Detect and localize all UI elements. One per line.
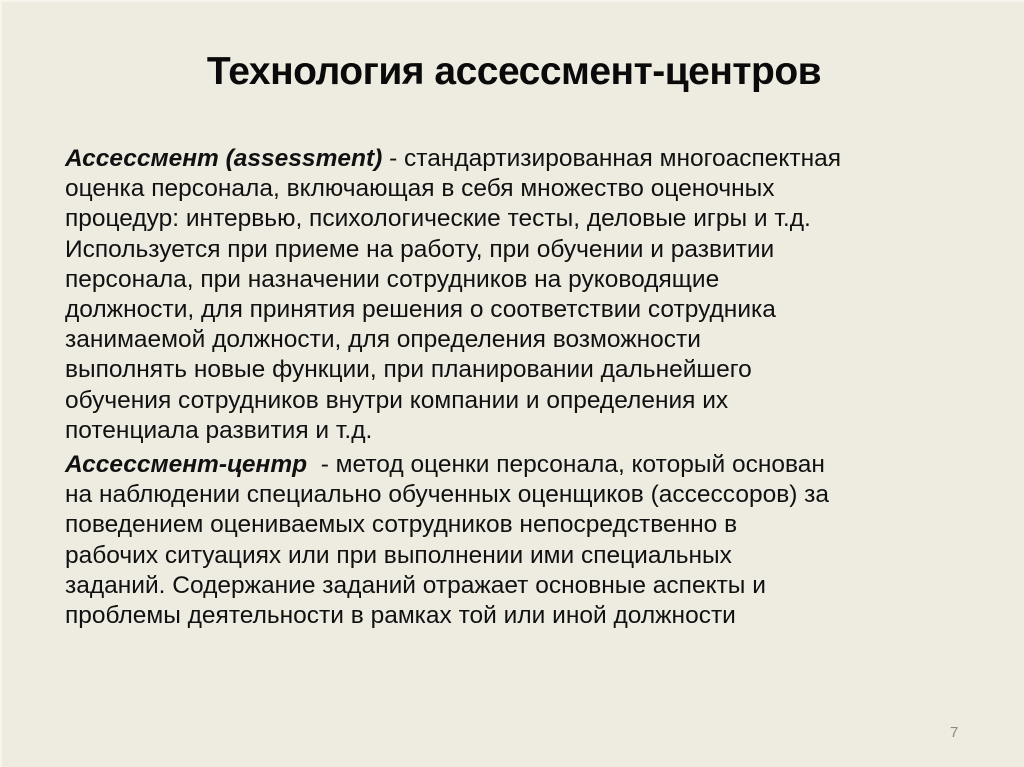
page-number: 7 xyxy=(950,724,959,741)
text-line: рабочих ситуациях или при выполнении ими специальных xyxy=(65,541,732,569)
text-line: Ассессмент (assessment) - стандартизированная многоаспектная xyxy=(65,145,842,172)
text-line: процедур: интервью, психологические тесты, деловые игры и т.д. xyxy=(65,205,811,233)
text-line: поведением оцениваемых сотрудников непосредственно в xyxy=(65,511,738,539)
text-line: Ассессмент-центр - метод оценки персонала, который основан xyxy=(65,451,825,479)
slide-title: Технология ассессмент-центров xyxy=(206,50,822,93)
text-line: Используется при приеме на работу, при обучении и развитии xyxy=(65,235,775,263)
text-line: оценка персонала, включающая в себя множество оценочных xyxy=(65,175,775,203)
term-assessment-center: Ассессмент-центр xyxy=(65,451,308,479)
text-line: должности, для принятия решения о соответствии сотрудника xyxy=(65,296,776,324)
text-line: на наблюдении специально обученных оценщиков (ассессоров) за xyxy=(65,481,830,509)
term-assessment: Ассессмент (assessment) xyxy=(65,145,383,172)
text-line: потенциала развития и т.д. xyxy=(65,416,373,444)
text-line: занимаемой должности, для определения возможности xyxy=(65,326,701,354)
text-line: проблемы деятельности в рамках той или иной должности xyxy=(65,602,736,630)
text-line: заданий. Содержание заданий отражает основные аспекты и xyxy=(65,571,766,599)
text-line: обучения сотрудников внутри компании и определения их xyxy=(65,386,729,414)
paragraph-assessment-center xyxy=(65,450,965,631)
text-line: персонала, при назначении сотрудников на руководящие xyxy=(65,265,720,293)
paragraph-assessment xyxy=(65,144,965,446)
slide-body xyxy=(65,144,965,635)
text-line: выполнять новые функции, при планировании дальнейшего xyxy=(65,356,752,384)
